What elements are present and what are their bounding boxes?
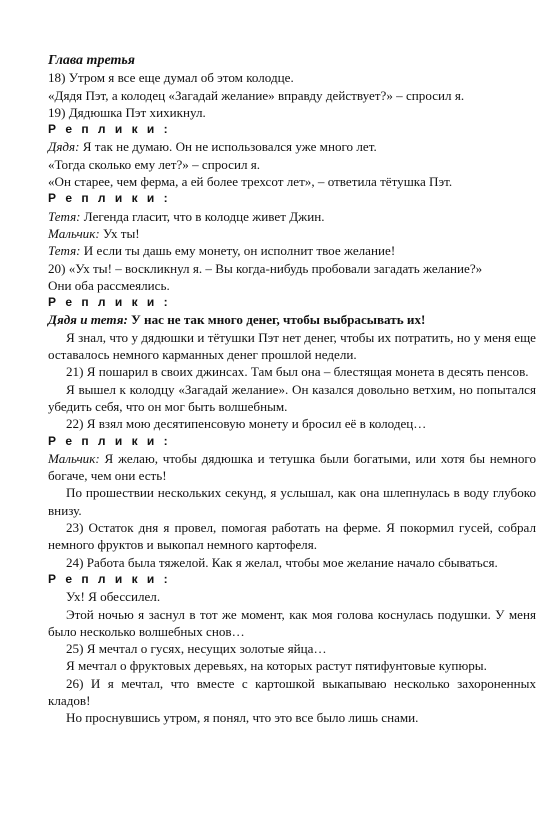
text-line xyxy=(48,156,536,173)
text-line xyxy=(48,415,536,432)
text-line xyxy=(48,363,536,380)
line-text: 20) «Ух ты! – воскликнул я. – Вы когда-нибудь пробовали загадать желание?» xyxy=(48,260,483,276)
text-line xyxy=(48,277,536,294)
text-line xyxy=(48,87,536,104)
text-line xyxy=(48,484,536,519)
text-line xyxy=(48,606,536,641)
line-text: И если ты дашь ему монету, он исполнит твое желание! xyxy=(80,243,396,259)
text-line xyxy=(48,450,536,485)
line-text: Я мечтал о фруктовых деревьях, на которых растут пятифунтовые купюры. xyxy=(66,658,487,674)
remarks-heading xyxy=(48,121,536,138)
text-line xyxy=(48,381,536,416)
line-text: Р е п л и к и : xyxy=(48,571,171,586)
text-line xyxy=(48,138,536,155)
line-text: Я вышел к колодцу «Загадай желание». Он казался довольно ветхим, но попытался убедить себя, что он мог быть волшебным. xyxy=(48,381,536,414)
line-text: Этой ночью я заснул в тот же момент, как моя голова коснулась подушки. У меня было несколько волшебных снов… xyxy=(48,606,536,639)
text-line xyxy=(48,242,536,259)
line-text: Р е п л и к и : xyxy=(48,122,171,137)
line-text: 19) Дядюшка Пэт хихикнул. xyxy=(48,104,206,120)
line-text: У нас не так много денег, чтобы выбрасывать их! xyxy=(127,312,426,328)
text-line xyxy=(48,329,536,364)
remarks-heading xyxy=(48,190,536,207)
line-text: Глава третья xyxy=(48,53,135,68)
line-text: По прошествии нескольких секунд, я услышал, как она шлепнулась в воду глубоко внизу. xyxy=(48,485,536,518)
line-text: Я желаю, чтобы дядюшка и тетушка были богатыми, или хотя бы немного богаче, чем они есть! xyxy=(48,450,536,484)
line-text: Р е п л и к и : xyxy=(48,295,171,310)
remarks-heading xyxy=(48,433,536,450)
speaker-label: Мальчик: xyxy=(48,450,100,466)
text-line xyxy=(48,519,536,554)
line-text: 18) Утром я все еще думал об этом колодце. xyxy=(48,70,294,86)
speaker-label: Тетя: xyxy=(48,243,81,259)
chapter-title xyxy=(48,52,536,69)
text-line xyxy=(48,554,536,571)
text-line xyxy=(48,104,536,121)
line-text: «Он старее, чем ферма, а ей более трехсот лет», – ответила тётушка Пэт. xyxy=(48,174,453,190)
line-text: 21) Я пошарил в своих джинсах. Там был она – блестящая монета в десять пенсов. xyxy=(66,364,529,380)
line-text: 25) Я мечтал о гусях, несущих золотые яйца… xyxy=(66,641,327,657)
line-text: Но проснувшись утром, я понял, что это все было лишь снами. xyxy=(66,710,419,726)
text-line xyxy=(48,657,536,674)
line-text: Я знал, что у дядюшки и тётушки Пэт нет денег, чтобы их потратить, но у меня еще оставалось немного карманных денег прошлой недели. xyxy=(48,329,536,363)
remarks-heading xyxy=(48,571,536,588)
line-text: Ух! Я обессилел. xyxy=(66,589,161,605)
line-text: «Дядя Пэт, а колодец «Загадай желание» вправду действует?» – спросил я. xyxy=(48,87,465,103)
speaker-label: Дядя и тетя: xyxy=(48,312,128,328)
text-line xyxy=(48,709,536,726)
line-text: Р е п л и к и : xyxy=(48,191,171,206)
text-line xyxy=(48,69,536,86)
line-text: Легенда гласит, что в колодце живет Джин. xyxy=(80,208,325,224)
remarks-heading xyxy=(48,294,536,311)
speaker-label: Дядя: xyxy=(48,139,80,155)
line-text: Ух ты! xyxy=(99,225,140,241)
line-text: Они оба рассмеялись. xyxy=(48,277,170,293)
text-line xyxy=(48,173,536,190)
text-line xyxy=(48,311,536,328)
line-text: 22) Я взял мою десятипенсовую монету и бросил её в колодец… xyxy=(66,416,427,432)
line-text: «Тогда сколько ему лет?» – спросил я. xyxy=(48,156,261,172)
speaker-label: Тетя: xyxy=(48,208,81,224)
text-line xyxy=(48,260,536,277)
speaker-label: Мальчик: xyxy=(48,225,100,241)
line-text: Я так не думаю. Он не использовался уже много лет. xyxy=(79,139,377,155)
line-text: Р е п л и к и : xyxy=(48,433,171,448)
text-line xyxy=(48,640,536,657)
text-line xyxy=(48,208,536,225)
line-text: 24) Работа была тяжелой. Как я желал, чтобы мое желание начало сбываться. xyxy=(66,554,498,570)
text-line xyxy=(48,675,536,710)
text-line xyxy=(48,588,536,605)
line-text: 23) Остаток дня я провел, помогая работать на ферме. Я покормил гусей, собрал немного фруктов и выкопал немного картофеля. xyxy=(48,520,536,553)
text-line xyxy=(48,225,536,242)
line-text: 26) И я мечтал, что вместе с картошкой выкапываю несколько захороненных кладов! xyxy=(48,675,536,708)
